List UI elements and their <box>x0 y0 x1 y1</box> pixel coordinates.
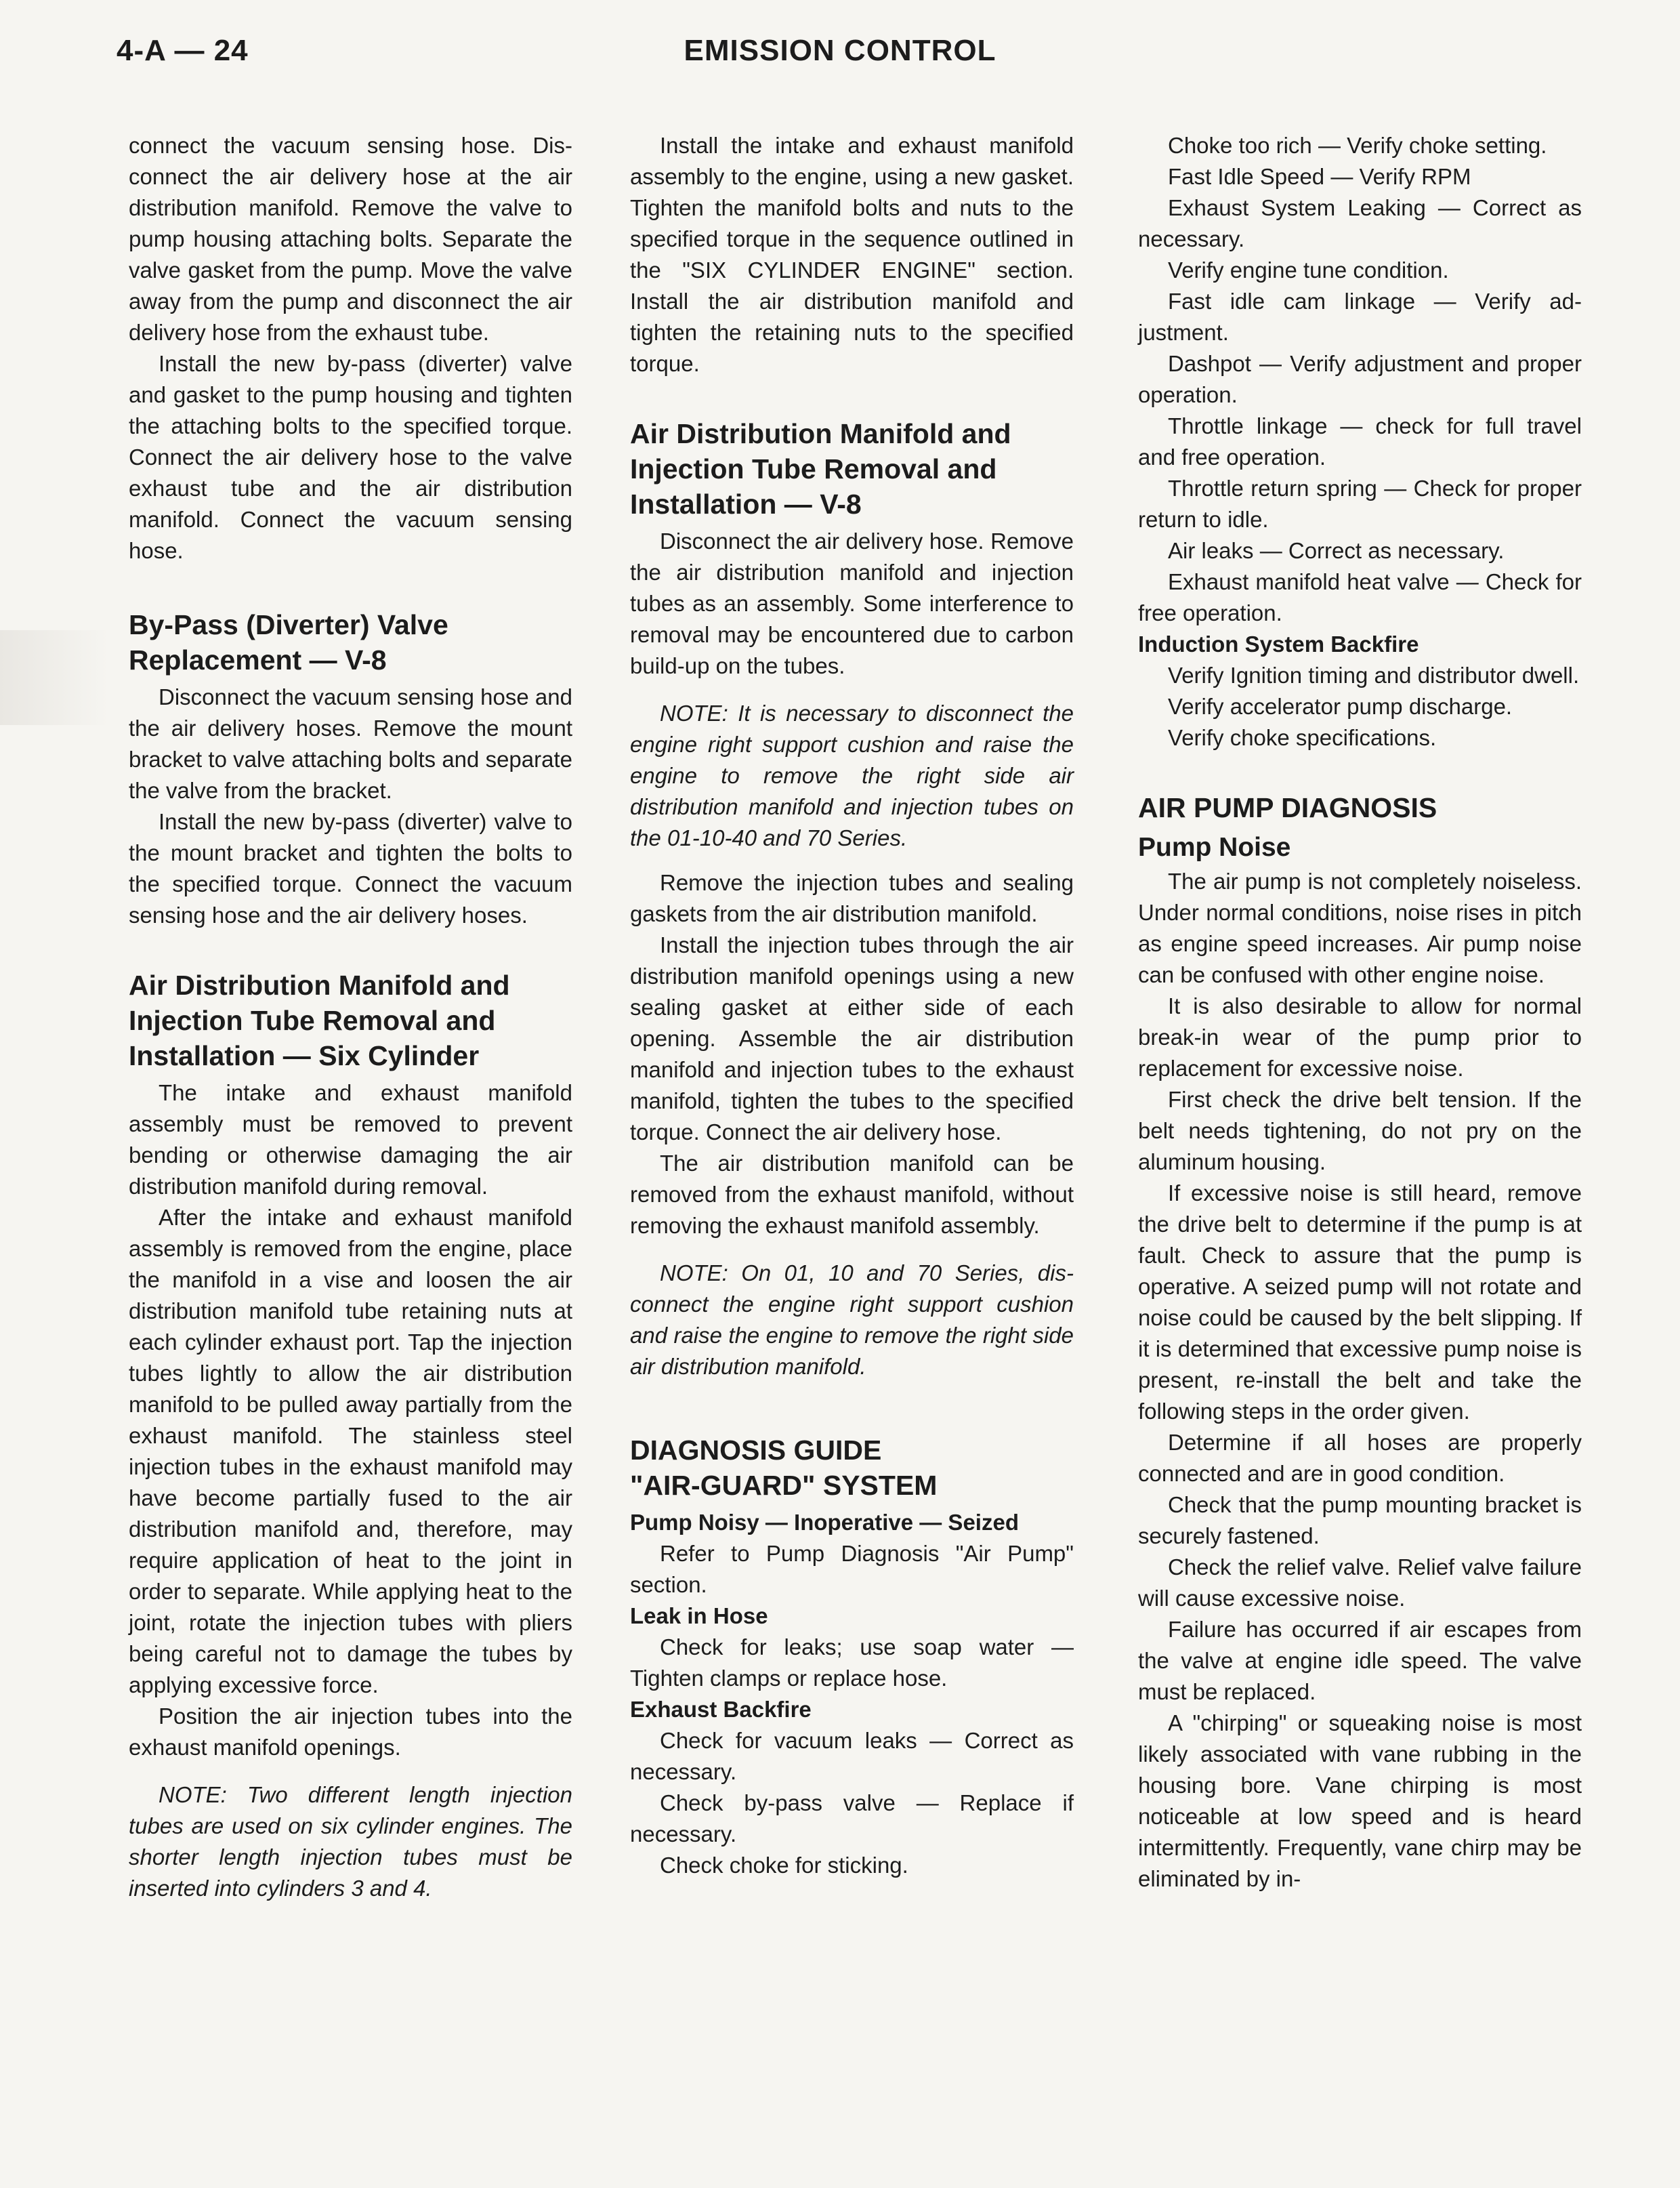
paragraph: Disconnect the vacuum sensing hose and the air delivery hoses. Remove the mount bracket to valve attaching bolts and separate the valve from the bracket. <box>129 684 572 803</box>
heading-line: Air Distribution Manifold and <box>630 418 1011 449</box>
paragraph: After the intake and exhaust manifold assembly is removed from the engine, place the manifold in a vise and loosen the air distribution manifold tube retaining nuts at each cylinder exhaust port. Tap the injection tubes lightly to allow the air distribution manifold to be pulled away partially from the exhaust manifold. The stainless steel injection tubes in the exhaust manifold may have become partially fused to the air distribution manifold and, therefore, may require application of heat to the joint in order to separate. While applying heat to the joint, rotate the injection tubes with pliers being careful not to damage the tubes by applying excessive force. <box>129 1205 572 1697</box>
paragraph: Position the air injection tubes into the exhaust manifold openings. <box>129 1704 572 1760</box>
list-item: Throttle linkage — check for full travel and free operation. <box>1138 413 1582 470</box>
list-item: Exhaust manifold heat valve — Check for free operation. <box>1138 569 1582 625</box>
section-heading-six-cylinder <box>129 968 572 1073</box>
paragraph: Install the new by-pass (diverter) valve to the mount bracket and tighten the bolts to the specified torque. Connect the vacuum sensing hose and the air delivery hoses. <box>129 809 572 928</box>
paragraph: Install the intake and exhaust manifold assembly to the engine, using a new gasket. Tighten the manifold bolts and nuts to the specified torque in the sequence outlined in the "SIX CYLINDER ENGINE" section. Install the air distribution manifold and tighten the retaining nuts to the specified torque. <box>630 133 1074 376</box>
note: NOTE: It is necessary to disconnect the engine right support cushion and raise the engine to remove the right side air distribution manifold and injection tubes on the 01-10-40 and 70 Series. <box>630 701 1074 850</box>
heading-line: "AIR-GUARD" SYSTEM <box>630 1470 938 1501</box>
list-item: Verify choke specifications. <box>1168 725 1437 750</box>
list-item: Verify accelerator pump discharge. <box>1168 694 1513 719</box>
subheading: Exhaust Backfire <box>630 1697 812 1722</box>
paragraph: Install the new by-pass (diverter) valve and gasket to the pump housing and tighten the attaching bolts to the specified torque. Connect the air delivery hose to the valve exhaust tube and the air distribution manifold. Connect the vacuum sensing hose. <box>129 351 572 563</box>
paragraph: Check for vacuum leaks — Correct as necessary. <box>630 1728 1074 1784</box>
heading-line: Installation — Six Cylinder <box>129 1040 480 1071</box>
paragraph: The air distribution manifold can be removed from the exhaust manifold, without removing the exhaust manifold assembly. <box>630 1151 1074 1238</box>
paragraph: The intake and exhaust manifold assembly must be removed to prevent bending or otherwise damaging the air distribution manifold during removal. <box>129 1080 572 1199</box>
section-heading-air-pump-diagnosis: AIR PUMP DIAGNOSIS <box>1138 792 1437 823</box>
paragraph: Refer to Pump Diagnosis "Air Pump" section. <box>630 1541 1074 1597</box>
list-item: Verify engine tune condition. <box>1168 257 1449 283</box>
paragraph: Determine if all hoses are properly connected and are in good condition. <box>1138 1430 1582 1486</box>
heading-line: Installation — V-8 <box>630 489 862 520</box>
paragraph: Check for leaks; use soap water — Tighten clamps or replace hose. <box>630 1634 1074 1691</box>
paragraph: connect the vacuum sensing hose. Disconnect the air delivery hose at the air distribution manifold. Remove the valve to pump housing attaching bolts. Separate the valve gasket from the pump. Move the valve away from the pump and disconnect the air delivery hose from the exhaust tube. <box>129 133 572 345</box>
paragraph: Check by-pass valve — Replace if necessary. <box>630 1790 1074 1846</box>
column-left <box>129 130 572 1918</box>
page-number: 4-A — 24 <box>117 34 249 67</box>
list-item: Exhaust System Leaking — Correct as necessary. <box>1138 195 1582 251</box>
heading-line: By-Pass (Diverter) Valve <box>129 609 448 640</box>
section-heading-bypass-valve <box>129 607 572 678</box>
heading-line: DIAGNOSIS GUIDE <box>630 1434 882 1466</box>
note: NOTE: Two different length injection tubes are used on six cylinder engines. The shorter length injection tubes must be inserted into cylinders 3 and 4. <box>129 1782 572 1901</box>
heading-line: Injection Tube Removal and <box>630 453 997 484</box>
paragraph: Install the injection tubes through the air distribution manifold openings using a new sealing gasket at either side of each opening. Assemble the air distribution manifold and injection tubes to the exhaust manifold, tighten the tubes to the specified torque. Connect the air delivery hose. <box>630 932 1074 1144</box>
paragraph: Disconnect the air delivery hose. Remove the air distribution manifold and injection tubes as an assembly. Some interference to removal may be encountered due to carbon build-up on the tubes. <box>630 529 1074 678</box>
section-heading-diagnosis-guide <box>630 1432 1074 1503</box>
subheading: Leak in Hose <box>630 1603 768 1628</box>
paragraph: Remove the injection tubes and sealing gaskets from the air distribution manifold. <box>630 870 1074 926</box>
paragraph: If excessive noise is still heard, remove the drive belt to determine if the pump is at fault. Check to assure that the pump is operative. A seized pump will not rotate and noise could be caused by the belt slipping. If it is determined that excessive pump noise is present, re-install the belt and take the following steps in the order given. <box>1138 1180 1582 1424</box>
list-item: Verify Ignition timing and distributor dwell. <box>1168 663 1580 688</box>
paragraph: First check the drive belt tension. If the belt needs tightening, do not pry on the aluminum housing. <box>1138 1087 1582 1174</box>
list-item: Fast Idle Speed — Verify RPM <box>1168 164 1471 189</box>
heading-line: Replacement — V-8 <box>129 644 387 676</box>
paragraph: Failure has occurred if air escapes from the valve at engine idle speed. The valve must be replaced. <box>1138 1617 1582 1704</box>
paragraph: Check the relief valve. Relief valve failure will cause excessive noise. <box>1138 1554 1582 1611</box>
page-title: EMISSION CONTROL <box>684 34 996 67</box>
subheading: Induction System Backfire <box>1138 632 1419 657</box>
page-header <box>0 34 1680 81</box>
list-item: Throttle return spring — Check for proper return to idle. <box>1138 476 1582 532</box>
subheading-pump-noise: Pump Noise <box>1138 833 1291 862</box>
paragraph: A "chirping" or squeaking noise is most likely associated with vane rubbing in the housing bore. Vane chirping is most noticeable at low speed and is heard intermittently. Frequently, vane chirp may be eliminated by in- <box>1138 1710 1582 1891</box>
paragraph: Check choke for sticking. <box>660 1853 908 1878</box>
list-item: Air leaks — Correct as necessary. <box>1168 538 1505 563</box>
heading-line: Air Distribution Manifold and <box>129 970 510 1001</box>
heading-line: Injection Tube Removal and <box>129 1005 496 1036</box>
column-right <box>1138 130 1582 1895</box>
list-item: Fast idle cam linkage — Verify adjustment. <box>1138 289 1582 345</box>
column-middle <box>630 130 1074 1881</box>
note: NOTE: On 01, 10 and 70 Series, disconnect the engine right support cushion and raise the engine to remove the right side air distribution manifold. <box>630 1260 1074 1379</box>
paragraph: It is also desirable to allow for normal break-in wear of the pump prior to replacement for excessive noise. <box>1138 993 1582 1081</box>
section-heading-v8 <box>630 416 1074 522</box>
paragraph: The air pump is not completely noiseless. Under normal conditions, noise rises in pitch as engine speed increases. Air pump noise can be confused with other engine noise. <box>1138 869 1582 987</box>
list-item: Dashpot — Verify adjustment and proper operation. <box>1138 351 1582 407</box>
subheading: Pump Noisy — Inoperative — Seized <box>630 1510 1019 1535</box>
scan-margin-shadow <box>0 630 108 725</box>
list-item: Choke too rich — Verify choke setting. <box>1168 133 1547 158</box>
paragraph: Check that the pump mounting bracket is securely fastened. <box>1138 1492 1582 1548</box>
